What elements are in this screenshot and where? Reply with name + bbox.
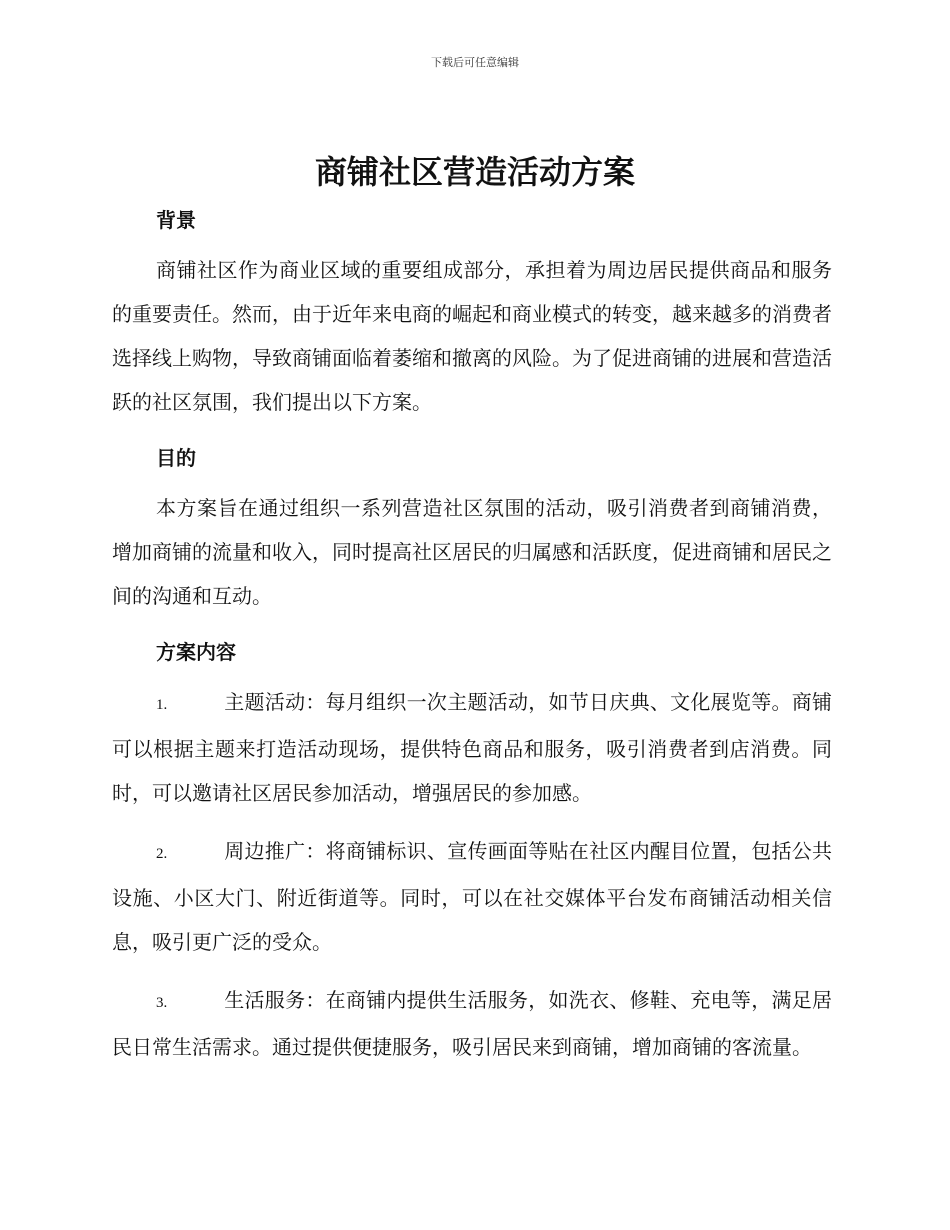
section-heading-goal: 目的 <box>156 446 196 470</box>
section-text-goal: 本方案旨在通过组织一系列营造社区氛围的活动，吸引消费者到商铺消费，增加商铺的流量和收入，同时提高社区居民的归属感和活跃度，促进商铺和居民之间的沟通和互动。 <box>112 496 832 608</box>
section-heading-plan: 方案内容 <box>156 640 236 664</box>
list-item-text: 生活服务：在商铺内提供生活服务，如洗衣、修鞋、充电等，满足居民日常生活需求。通过提供便捷服务，吸引居民来到商铺，增加商铺的客流量。 <box>112 988 832 1059</box>
document-title: 商铺社区营造活动方案 <box>314 153 635 191</box>
list-item-number: 3. <box>156 995 168 1011</box>
document-body <box>112 200 832 1069</box>
list-item-number: 2. <box>156 846 168 862</box>
section-heading-background: 背景 <box>156 208 196 232</box>
header-note: 下载后可任意编辑 <box>431 56 519 69</box>
list-item-text: 周边推广：将商铺标识、宣传画面等贴在社区内醒目位置，包括公共设施、小区大门、附近街道等。同时，可以在社交媒体平台发布商铺活动相关信息，吸引更广泛的受众。 <box>112 839 832 954</box>
list-item <box>112 680 832 815</box>
list-item-number: 1. <box>156 697 168 713</box>
section-text-background: 商铺社区作为商业区域的重要组成部分，承担着为周边居民提供商品和服务的重要责任。然而，由于近年来电商的崛起和商业模式的转变，越来越多的消费者选择线上购物，导致商铺面临着萎缩和撤离的风险。为了促进商铺的进展和营造活跃的社区氛围，我们提出以下方案。 <box>112 258 832 414</box>
list-item <box>112 978 832 1069</box>
list-item-text: 主题活动：每月组织一次主题活动，如节日庆典、文化展览等。商铺可以根据主题来打造活动现场，提供特色商品和服务，吸引消费者到店消费。同时，可以邀请社区居民参加活动，增强居民的参加感。 <box>112 690 832 805</box>
list-item <box>112 829 832 964</box>
